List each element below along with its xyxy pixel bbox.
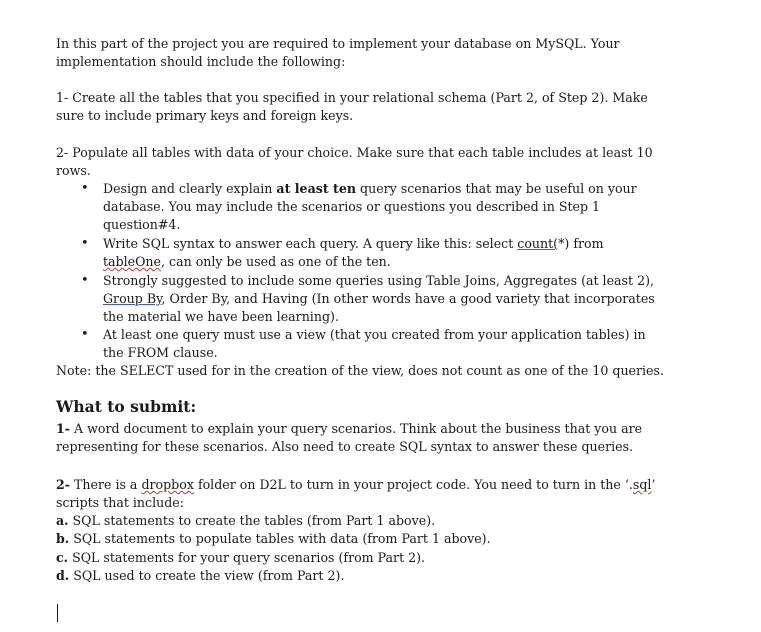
bullet-1-line-2: database. You may include the scenarios or questions you described in Step 1 (103, 199, 601, 214)
step2-line-1: 2- Populate all tables with data of your choice. Make sure that each table includes at least 10 (56, 145, 653, 160)
bullet-3-line-3: the material we have been learning). (103, 309, 339, 324)
item-number: 1- (56, 421, 70, 436)
bullet-1-line-3: question#4. (103, 217, 181, 232)
bullet-2-line-2: tableOne, can only be used as one of the ten. (103, 254, 391, 269)
text-cursor[interactable] (57, 604, 58, 622)
submit-item-2-line-1: 2- There is a dropbox folder on D2L to turn in your project code. You need to turn in the ‘.sql’ (56, 477, 656, 492)
emphasis: at least ten (276, 181, 357, 196)
submit-subitem-a: a. SQL statements to create the tables (from Part 1 above). (56, 513, 436, 528)
spellcheck-word: sql (632, 477, 652, 492)
intro-line-1: In this part of the project you are required to implement your database on MySQL. Your (56, 36, 620, 51)
bullet-4-line-1: • At least one query must use a view (that you created from your application tables) in (103, 326, 693, 344)
submit-item-1-line-1: 1- A word document to explain your query scenarios. Think about the business that you are (56, 421, 643, 436)
bullet-2-line-1: • Write SQL syntax to answer each query. A query like this: select count(*) from (103, 235, 693, 253)
submit-item-2-line-2: scripts that include: (56, 495, 184, 510)
count-link[interactable]: count( (517, 236, 559, 251)
submit-subitem-b: b. SQL statements to populate tables with data (from Part 1 above). (56, 531, 491, 546)
bullet-3-line-1: • Strongly suggested to include some queries using Table Joins, Aggregates (at least 2), (103, 272, 693, 290)
submit-subitem-d: d. SQL used to create the view (from Part 2). (56, 568, 345, 583)
intro-line-2: implementation should include the following: (56, 54, 346, 69)
step1-line-1: 1- Create all the tables that you specified in your relational schema (Part 2, of Step 2). Make (56, 90, 648, 105)
step1-line-2: sure to include primary keys and foreign keys. (56, 108, 354, 123)
bullet-1-line-1: • Design and clearly explain at least ten query scenarios that may be useful on your (103, 180, 693, 198)
submit-subitem-c: c. SQL statements for your query scenarios (from Part 2). (56, 550, 426, 565)
bullet-icon: • (81, 236, 89, 251)
note-line: Note: the SELECT used for in the creation of the view, does not count as one of the 10 queries. (56, 363, 664, 378)
item-number: 2- (56, 477, 70, 492)
bullet-3-line-2: Group By, Order By, and Having (In other words have a good variety that incorporates (103, 291, 655, 306)
group-by-link[interactable]: Group By (103, 291, 162, 306)
step2-line-2: rows. (56, 163, 91, 178)
bullet-4-line-2: the FROM clause. (103, 345, 218, 360)
spellcheck-word: tableOne (103, 254, 162, 269)
submit-heading: What to submit: (56, 397, 197, 416)
bullet-icon: • (81, 273, 89, 288)
bullet-icon: • (81, 327, 89, 342)
submit-item-1-line-2: representing for these scenarios. Also need to create SQL syntax to answer these queries. (56, 439, 634, 454)
spellcheck-word: dropbox (141, 477, 194, 492)
bullet-icon: • (81, 181, 89, 196)
